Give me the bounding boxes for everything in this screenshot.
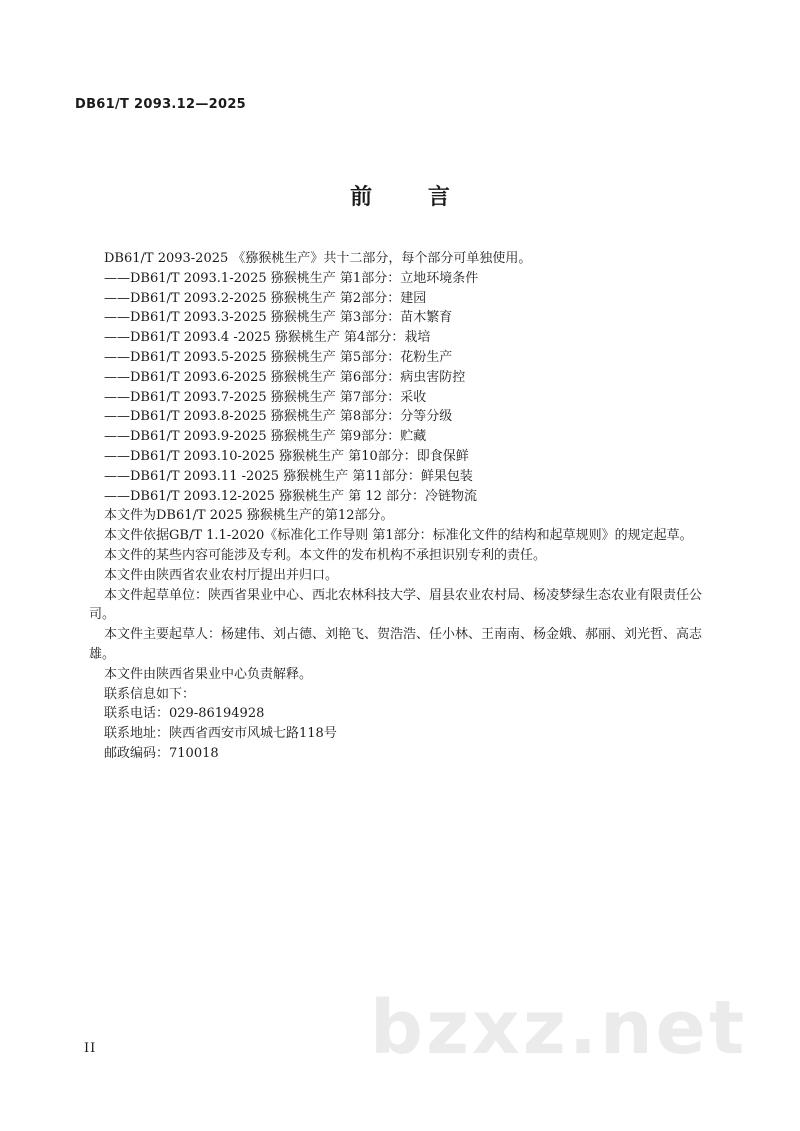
- paragraph-drafters: 本文件主要起草人：杨建伟、刘占德、刘艳飞、贺浩浩、任小林、王南南、杨金娥、郝丽、刘光哲、高志雄。: [89, 627, 703, 662]
- contact-heading: 联系信息如下：: [104, 686, 196, 702]
- paragraph-drafting-units: 本文件起草单位：陕西省果业中心、西北农林科技大学、眉县农业农村局、杨凌梦绿生态农业有限责任公司。: [89, 587, 703, 623]
- list-item: ——DB61/T 2093.7-2025 猕猴桃生产 第7部分：采收: [104, 389, 427, 405]
- list-item: ——DB61/T 2093.8-2025 猕猴桃生产 第8部分：分等分级: [104, 409, 453, 425]
- contact-address: 联系地址：陕西省西安市风城七路118号: [104, 726, 337, 742]
- paragraph-proposer: 本文件由陕西省农业农村厅提出并归口。: [104, 567, 339, 583]
- contact-phone: 联系电话：029-86194928: [104, 706, 265, 722]
- page-number: II: [84, 1041, 97, 1056]
- foreword-body: [89, 249, 719, 764]
- list-item: ——DB61/T 2093.11 -2025 猕猴桃生产 第11部分：鲜果包装: [104, 468, 473, 484]
- paragraph-drafting-basis: 本文件依据GB/T 1.1-2020《标准化工作导则 第1部分：标准化文件的结构和起草规则》的规定起草。: [104, 528, 693, 544]
- list-item: ——DB61/T 2093.5-2025 猕猴桃生产 第5部分：花粉生产: [104, 349, 453, 365]
- intro-paragraph: DB61/T 2093-2025 《猕猴桃生产》共十二部分，每个部分可单独使用。: [104, 251, 532, 266]
- paragraph-part-statement: 本文件为DB61/T 2025 猕猴桃生产的第12部分。: [104, 508, 394, 524]
- list-item: ——DB61/T 2093.10-2025 猕猴桃生产 第10部分：即食保鲜: [104, 448, 469, 464]
- list-item: ——DB61/T 2093.9-2025 猕猴桃生产 第9部分：贮藏: [104, 429, 427, 445]
- document-code: DB61/T 2093.12—2025: [75, 97, 247, 112]
- list-item: ——DB61/T 2093.4 -2025 猕猴桃生产 第4部分：栽培: [104, 330, 431, 346]
- page-title: 前 言: [350, 185, 474, 210]
- paragraph-interpretation: 本文件由陕西省果业中心负责解释。: [104, 666, 313, 682]
- parts-list: [89, 269, 719, 507]
- list-item: ——DB61/T 2093.2-2025 猕猴桃生产 第2部分：建园: [104, 290, 427, 306]
- paragraph-patent-notice: 本文件的某些内容可能涉及专利。本文件的发布机构不承担识别专利的责任。: [104, 547, 547, 563]
- list-item: ——DB61/T 2093.6-2025 猕猴桃生产 第6部分：病虫害防控: [104, 369, 466, 385]
- list-item: ——DB61/T 2093.3-2025 猕猴桃生产 第3部分：苗木繁育: [104, 310, 453, 326]
- contact-postal-code: 邮政编码：710018: [104, 745, 219, 761]
- watermark: bzxz.net: [370, 985, 748, 1071]
- list-item: ——DB61/T 2093.1-2025 猕猴桃生产 第1部分：立地环境条件: [104, 270, 479, 286]
- list-item: ——DB61/T 2093.12-2025 猕猴桃生产 第 12 部分：冷链物流: [104, 488, 478, 504]
